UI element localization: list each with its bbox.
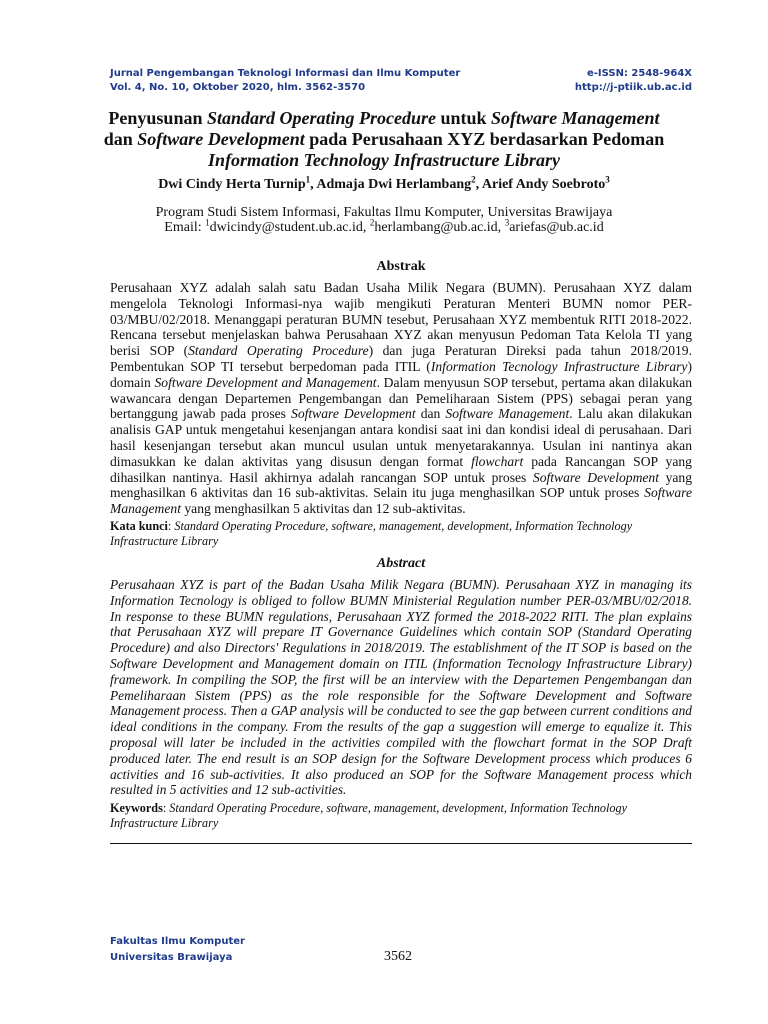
- footer-faculty: Fakultas Ilmu Komputer: [110, 936, 245, 947]
- author-list: Dwi Cindy Herta Turnip$^1$, Admaja Dwi Herlambang$^2$, Arief Andy Soebroto$^3$: [158, 174, 610, 192]
- author-emails: Email: $^1$dwicindy@student.ub.ac.id, $^2$herlambang@ub.ac.id, $^3$ariefas@ub.ac.id: [164, 217, 604, 235]
- email-2[interactable]: herlambang@ub.ac.id,: [374, 220, 505, 235]
- author-2: Admaja Dwi Herlambang: [316, 177, 472, 192]
- author-3: Arief Andy Soebroto: [481, 177, 606, 192]
- journal-name: Jurnal Pengembangan Teknologi Informasi dan Ilmu Komputer: [110, 68, 461, 79]
- eissn: e-ISSN: 2548-964X: [586, 68, 692, 79]
- abstrak-body: Perusahaan XYZ adalah salah satu Badan Usaha Milik Negara (BUMN). Perusahaan XYZ dalam mengelola Teknologi Informasi-nya wajib mengikuti Peraturan Menteri BUMN nomor PER-03/MBU/02/2018. Menanggapi peraturan BUMN tesebut, Perusahaan XYZ membentuk RITI 2018-2022. Rencana tersebut menjelaskan bahwa Perusahaan XYZ akan menyusun Pedoman Tata Kelola TI yang berisi SOP (Standard Operating Procedure) dan juga Peraturan Direksi pada tahun 2018/2019. Pembentukan SOP TI tersebut berpedoman pada ITIL (Information Tecnology Infrastructure Library) domain Software Development and Management. Dalam menyusun SOP tersebut, pertama akan dilakukan wawancara dengan Departemen Pengembangan dan Pemeliharaan Sistem (PPS) sebagai peran yang bertanggung jawab pada proses Software Development dan Software Management. Lalu akan dilakukan analisis GAP untuk mengetahui kesenjangan antara kondisi saat ini dan kondisi ideal di perusahaan. Dari hasil kesenjangan tersebut akan muncul usulan untuk menyetarakannya. Usulan ini nantinya akan dimasukkan ke dalan aktivitas yang disusun dengan format flowchart pada Rancangan SOP yang dihasilkan nantinya. Hasil akhirnya adalah rancangan SOP untuk proses Software Development yang menghasilkan 6 aktivitas dan 16 sub-aktivitas. Selain itu juga menghasilkan SOP untuk proses Software Management yang menghasilkan 5 aktivitas dan 12 sub-aktivitas.: [110, 280, 692, 517]
- page-number: 3562: [384, 949, 412, 964]
- section-divider: [110, 843, 692, 844]
- journal-url[interactable]: http://j-ptiik.ub.ac.id: [574, 82, 692, 93]
- footer-university: Universitas Brawijaya: [110, 952, 233, 963]
- running-header-right: [575, 67, 692, 95]
- title-line-3: Information Technology Infrastructure Library: [208, 150, 560, 170]
- abstract-heading: Abstract: [376, 556, 426, 571]
- title-line-1: Penyusunan Standard Operating Procedure untuk Software Management: [108, 108, 660, 128]
- footer-institution: [110, 934, 245, 966]
- affiliation: [80, 205, 688, 235]
- running-header-left: [110, 67, 460, 95]
- abstrak-heading: Abstrak: [376, 259, 426, 274]
- author-1: Dwi Cindy Herta Turnip: [158, 177, 306, 192]
- volume-info: Vol. 4, No. 10, Oktober 2020, hlm. 3562-3570: [110, 82, 366, 93]
- email-3[interactable]: ariefas@ub.ac.id: [509, 220, 604, 235]
- keywords: Keywords: Standard Operating Procedure, software, management, development, Information Technology Infrastructure Library: [110, 801, 628, 830]
- email-1[interactable]: dwicindy@student.ub.ac.id,: [209, 220, 370, 235]
- kata-kunci: Kata kunci: Standard Operating Procedure, software, management, development, Information Technology Infrastructure Library: [110, 519, 633, 548]
- affiliation-program: Program Studi Sistem Informasi, Fakultas Ilmu Komputer, Universitas Brawijaya: [155, 205, 613, 220]
- abstract-body: Perusahaan XYZ is part of the Badan Usaha Milik Negara (BUMN). Perusahaan XYZ in managing its Information Tecnology is obliged to follow BUMN Ministerial Regulation number PER-03/MBU/02/2018. In response to these BUMN regulations, Perusahaan XYZ formed the 2018-2022 RITI. The plan explains that Perusahaan XYZ will prepare IT Governance Guidelines which contain SOP (Standard Operating Procedure) and also Directors' Regulations in 2018/2019. The establishment of the IT SOP is based on the Software Development and Management domain on ITIL (Information Tecnology Infrastructure Library) framework. In compiling the SOP, the first will be an interview with the Departemen Pengembangan dan Pemeliharaan Sistem (PPS) as the role responsible for the Software Development and Software Management process. Then a GAP analysis will be conducted to see the gap between current conditions and ideal conditions in the company. From the results of the gap a suggestion will emerge to equalize it. This proposal will later be included in the activities compiled with the flowchart format in the SOP Draft produced later. The end result is an SOP design for the Software Development process which produces 6 activities and 16 sub-activities. It also produced an SOP for the Software Management process which resulted in 5 activities and 12 sub-activities.: [110, 577, 692, 798]
- paper-title: [80, 108, 688, 171]
- title-line-2: dan Software Development pada Perusahaan XYZ berdasarkan Pedoman: [103, 129, 665, 149]
